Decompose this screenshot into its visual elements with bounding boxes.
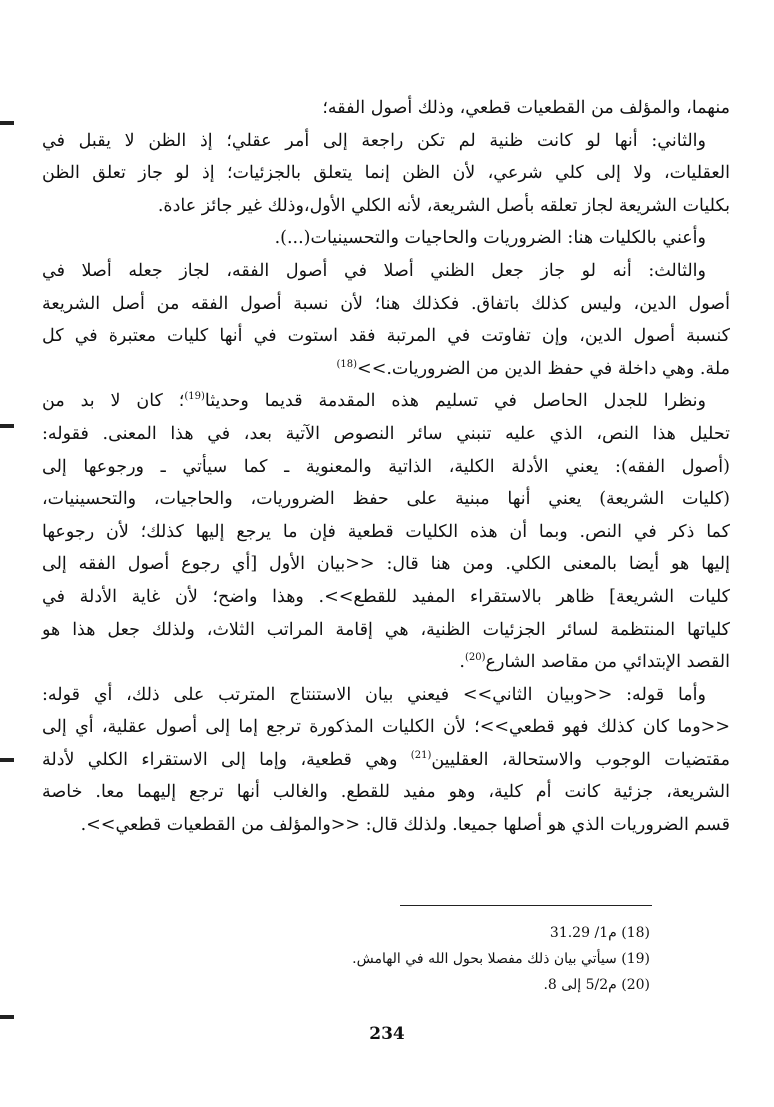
text-line-tail: ؛ كان لا بد من xyxy=(42,391,185,412)
footnote-divider xyxy=(400,905,652,906)
footnote-20: (20) م5/2 إلى 8. xyxy=(543,977,650,993)
margin-mark xyxy=(0,121,14,125)
text-line: بكليات الشريعة لجاز تعلقه بأصل الشريعة، لأنه الكلي الأول،وذلك غير جائز عادة. xyxy=(157,195,730,216)
text-line-tail: . xyxy=(459,652,465,673)
text-line-content: مقتضيات الوجوب والاستحالة، العقليين xyxy=(431,749,730,770)
footnote-ref-18: (18) xyxy=(336,358,358,370)
text-line: تحليل هذا النص، الذي عليه تنبني سائر النصوص الآتية بعد، في هذا المعنى. فقوله: xyxy=(42,423,730,444)
text-line: كما ذكر في النص. وبما أن هذه الكليات قطعية فإن ما يرجع إليها كذلك؛ لأن رجوعها xyxy=(42,521,730,542)
text-line: (كليات الشريعة) يعني أنها مبنية على حفظ الضروريات، والحاجيات، والتحسينيات، xyxy=(42,489,730,510)
text-line-content: القصد الإبتدائي من مقاصد الشارع xyxy=(485,652,730,673)
text-line: <<وما كان كذلك فهو قطعي>>؛ لأن الكليات المذكورة ترجع إما إلى أصول عقلية، أي إلى xyxy=(42,717,730,738)
text-line xyxy=(42,646,730,679)
footnote-19: (19) سيأتي بيان ذلك مفصلا بحول الله في الهامش. xyxy=(352,951,650,967)
margin-mark xyxy=(0,758,14,762)
text-line xyxy=(42,744,730,777)
text-line: والثاني: أنها لو كانت ظنية لم تكن راجعة إلى أمر عقلي؛ إذ الظن لا يقبل في xyxy=(42,130,706,151)
footnotes xyxy=(352,920,650,998)
text-line: كلياتها المنتظمة لسائر الجزئيات الظنية، هي إقامة المراتب الثلاث، ولذلك جعل هذا هو xyxy=(42,619,730,640)
margin-mark xyxy=(0,424,14,428)
body-text xyxy=(42,92,730,842)
text-line: إليها هو أيضا بالمعنى الكلي. ومن هنا قال: <<بيان الأول [أي رجوع أصول الفقه إلى xyxy=(42,554,730,575)
text-line: منهما، والمؤلف من القطعيات قطعي، وذلك أصول الفقه؛ xyxy=(322,98,730,118)
text-line: قسم الضروريات الذي هو أصلها جميعا. ولذلك قال: <<والمؤلف من القطعيات قطعي>>. xyxy=(80,815,730,836)
text-line xyxy=(42,353,730,386)
footnote-18: (18) م1/ 31.29 xyxy=(549,925,650,941)
text-line: العقليات، ولا إلى كلي شرعي، لأن الظن إنما يتعلق بالجزئيات؛ إذ لو جاز تعلق الظن xyxy=(42,163,730,184)
page-number: 234 xyxy=(369,1024,405,1044)
text-line: كنسبة أصول الدين، وإن تفاوتت في المرتبة فقد استوت في أنها كليات معتبرة في كل xyxy=(42,326,730,347)
text-line: الشريعة، جزئية كانت أم كلية، وهو مفيد للقطع. والغالب أنها ترجع إليهما معا. خاصة xyxy=(42,782,730,803)
footnote-ref-21: (21) xyxy=(410,750,432,762)
text-line: وأعني بالكليات هنا: الضروريات والحاجيات والتحسينيات(...). xyxy=(274,228,706,249)
text-line: أصول الدين، وليس كذلك باتفاق. فكذلك هنا؛ لأن نسبة أصول الفقه من أصل الشريعة xyxy=(42,293,730,314)
text-line: (أصول الفقه): يعني الأدلة الكلية، الذاتية والمعنوية ـ كما سيأتي ـ ورجوعها إلى xyxy=(42,456,730,477)
margin-mark xyxy=(0,1015,14,1019)
text-line-tail: وهي قطعية، وإما إلى الاستقراء الكلي لأدلة xyxy=(42,749,411,770)
footnote-ref-19: (19) xyxy=(184,391,205,403)
text-line xyxy=(42,385,730,418)
text-line-content: ملة. وهي داخلة في حفظ الدين من الضروريات.>> xyxy=(357,358,730,379)
text-line: وأما قوله: <<وبيان الثاني>> فيعني بيان الاستنتاج المترتب على ذلك، أي قوله: xyxy=(42,684,706,705)
text-line: والثالث: أنه لو جاز جعل الظني أصلا في أصول الفقه، لجاز جعله أصلا في xyxy=(42,260,706,281)
text-line: كليات الشريعة] ظاهر بالاستقراء المفيد للقطع>>. وهذا واضح؛ لأن غاية الأدلة في xyxy=(42,586,730,607)
text-line-content: ونظرا للجدل الحاصل في تسليم هذه المقدمة قديما وحديثا xyxy=(204,391,707,412)
footnote-ref-20: (20) xyxy=(464,652,486,664)
